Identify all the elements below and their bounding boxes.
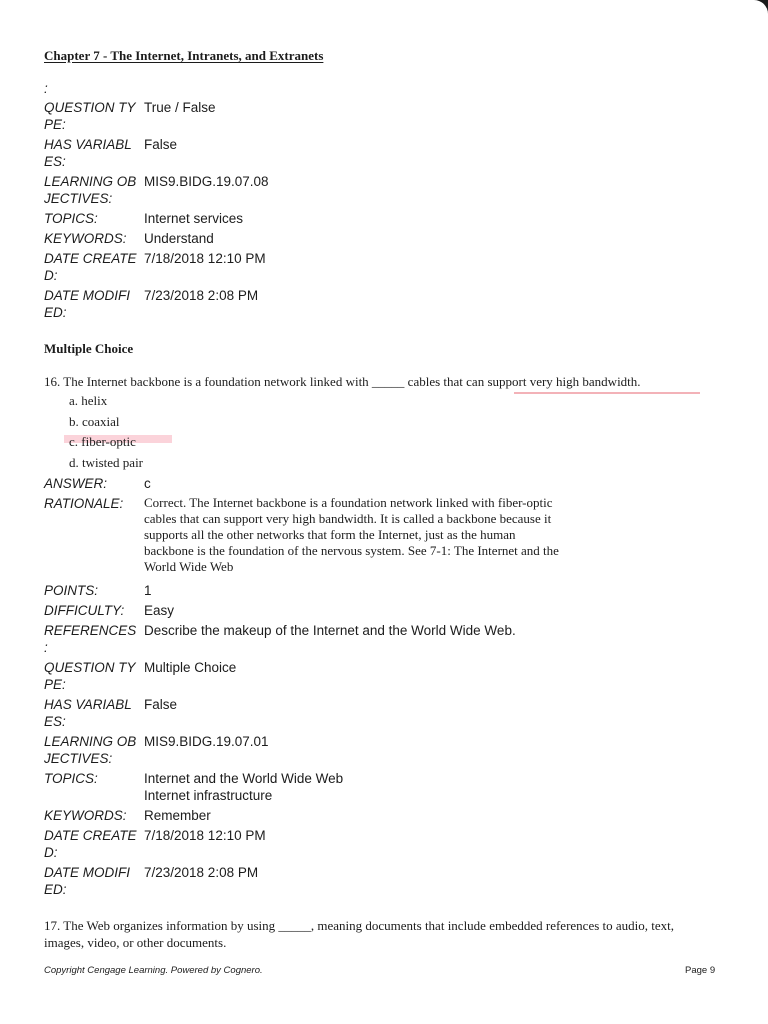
label-learning-objectives-cont: JECTIVES:: [44, 191, 113, 206]
section-heading: Multiple Choice: [44, 341, 134, 356]
label-keywords: KEYWORDS:: [44, 231, 127, 246]
value-learning-objectives: MIS9.BIDG.19.07.08: [144, 174, 269, 189]
footer-copyright: Copyright Cengage Learning. Powered by Cognero.: [44, 965, 263, 976]
value-points: 1: [144, 583, 152, 598]
value-references: Describe the makeup of the Internet and the World Wide Web.: [144, 623, 516, 638]
chapter-title: Chapter 7 - The Internet, Intranets, and Extranets: [44, 48, 324, 63]
label-has-variables: HAS VARIABL: [44, 137, 132, 152]
label-date-created: DATE CREATE: [44, 828, 137, 843]
label-question-type: QUESTION TY: [44, 660, 136, 675]
stray-colon: :: [44, 81, 48, 96]
label-date-modified: DATE MODIFI: [44, 865, 130, 880]
highlight-underline: [514, 392, 700, 394]
value-difficulty: Easy: [144, 603, 175, 618]
label-has-variables-cont: ES:: [44, 154, 66, 169]
value-date-created: 7/18/2018 12:10 PM: [144, 251, 266, 266]
value-answer: c: [144, 476, 151, 491]
label-difficulty: DIFFICULTY:: [44, 603, 125, 618]
option-a: a. helix: [69, 393, 108, 408]
label-learning-objectives-cont: JECTIVES:: [44, 751, 113, 766]
option-d: d. twisted pair: [69, 455, 144, 470]
label-learning-objectives: LEARNING OB: [44, 174, 137, 189]
label-answer: ANSWER:: [44, 476, 108, 491]
label-has-variables-cont: ES:: [44, 714, 66, 729]
label-has-variables: HAS VARIABL: [44, 697, 132, 712]
label-date-created-cont: D:: [44, 268, 58, 283]
value-keywords: Understand: [144, 231, 214, 246]
label-question-type: QUESTION TY: [44, 100, 136, 115]
label-date-created: DATE CREATE: [44, 251, 137, 266]
label-references: REFERENCES: [44, 623, 137, 638]
question-16-text-part2: support very high bandwidth.: [487, 374, 641, 389]
label-points: POINTS:: [44, 583, 99, 598]
value-learning-objectives: MIS9.BIDG.19.07.01: [144, 734, 269, 749]
footer-page-number: Page 9: [685, 965, 716, 976]
option-b: b. coaxial: [69, 414, 120, 429]
label-references-cont: :: [44, 640, 48, 655]
question-16-text-part1: 16. The Internet backbone is a foundation network linked with _____ cables that can: [44, 374, 485, 389]
value-rationale: [144, 495, 604, 575]
label-date-modified-cont: ED:: [44, 882, 67, 897]
value-keywords: Remember: [144, 808, 211, 823]
question-17-line-1: 17. The Web organizes information by using _____, meaning documents that include embedded references to audio, text,: [44, 918, 675, 933]
label-rationale: RATIONALE:: [44, 496, 124, 511]
value-question-type: Multiple Choice: [144, 660, 237, 675]
label-keywords: KEYWORDS:: [44, 808, 127, 823]
value-topics-1: Internet and the World Wide Web: [144, 771, 344, 786]
rationale-line-2: cables that can support very high bandwidth. It is called a backbone because it: [144, 511, 552, 526]
label-topics: TOPICS:: [44, 771, 98, 786]
rationale-line-4: backbone is the foundation of the nervous system. See 7-1: The Internet and the: [144, 543, 559, 558]
value-date-modified: 7/23/2018 2:08 PM: [144, 865, 259, 880]
label-date-modified: DATE MODIFI: [44, 288, 130, 303]
question-16-text: [44, 373, 641, 390]
value-question-type: True / False: [144, 100, 216, 115]
value-date-modified: 7/23/2018 2:08 PM: [144, 288, 259, 303]
question-17-line-2: images, video, or other documents.: [44, 935, 227, 950]
label-date-modified-cont: ED:: [44, 305, 67, 320]
value-has-variables: False: [144, 137, 178, 152]
label-question-type-cont: PE:: [44, 677, 66, 692]
label-question-type-cont: PE:: [44, 117, 66, 132]
label-date-created-cont: D:: [44, 845, 58, 860]
label-learning-objectives: LEARNING OB: [44, 734, 137, 749]
value-date-created: 7/18/2018 12:10 PM: [144, 828, 266, 843]
rationale-line-3: supports all the other networks that form the Internet, just as the human: [144, 527, 516, 542]
label-topics: TOPICS:: [44, 211, 98, 226]
value-has-variables: False: [144, 697, 178, 712]
rationale-line-1: Correct. The Internet backbone is a foundation network linked with fiber-optic: [144, 495, 553, 510]
value-topics-2: Internet infrastructure: [144, 788, 273, 803]
option-c: c. fiber-optic: [69, 434, 136, 449]
rationale-line-5: World Wide Web: [144, 559, 234, 574]
value-topics: Internet services: [144, 211, 244, 226]
